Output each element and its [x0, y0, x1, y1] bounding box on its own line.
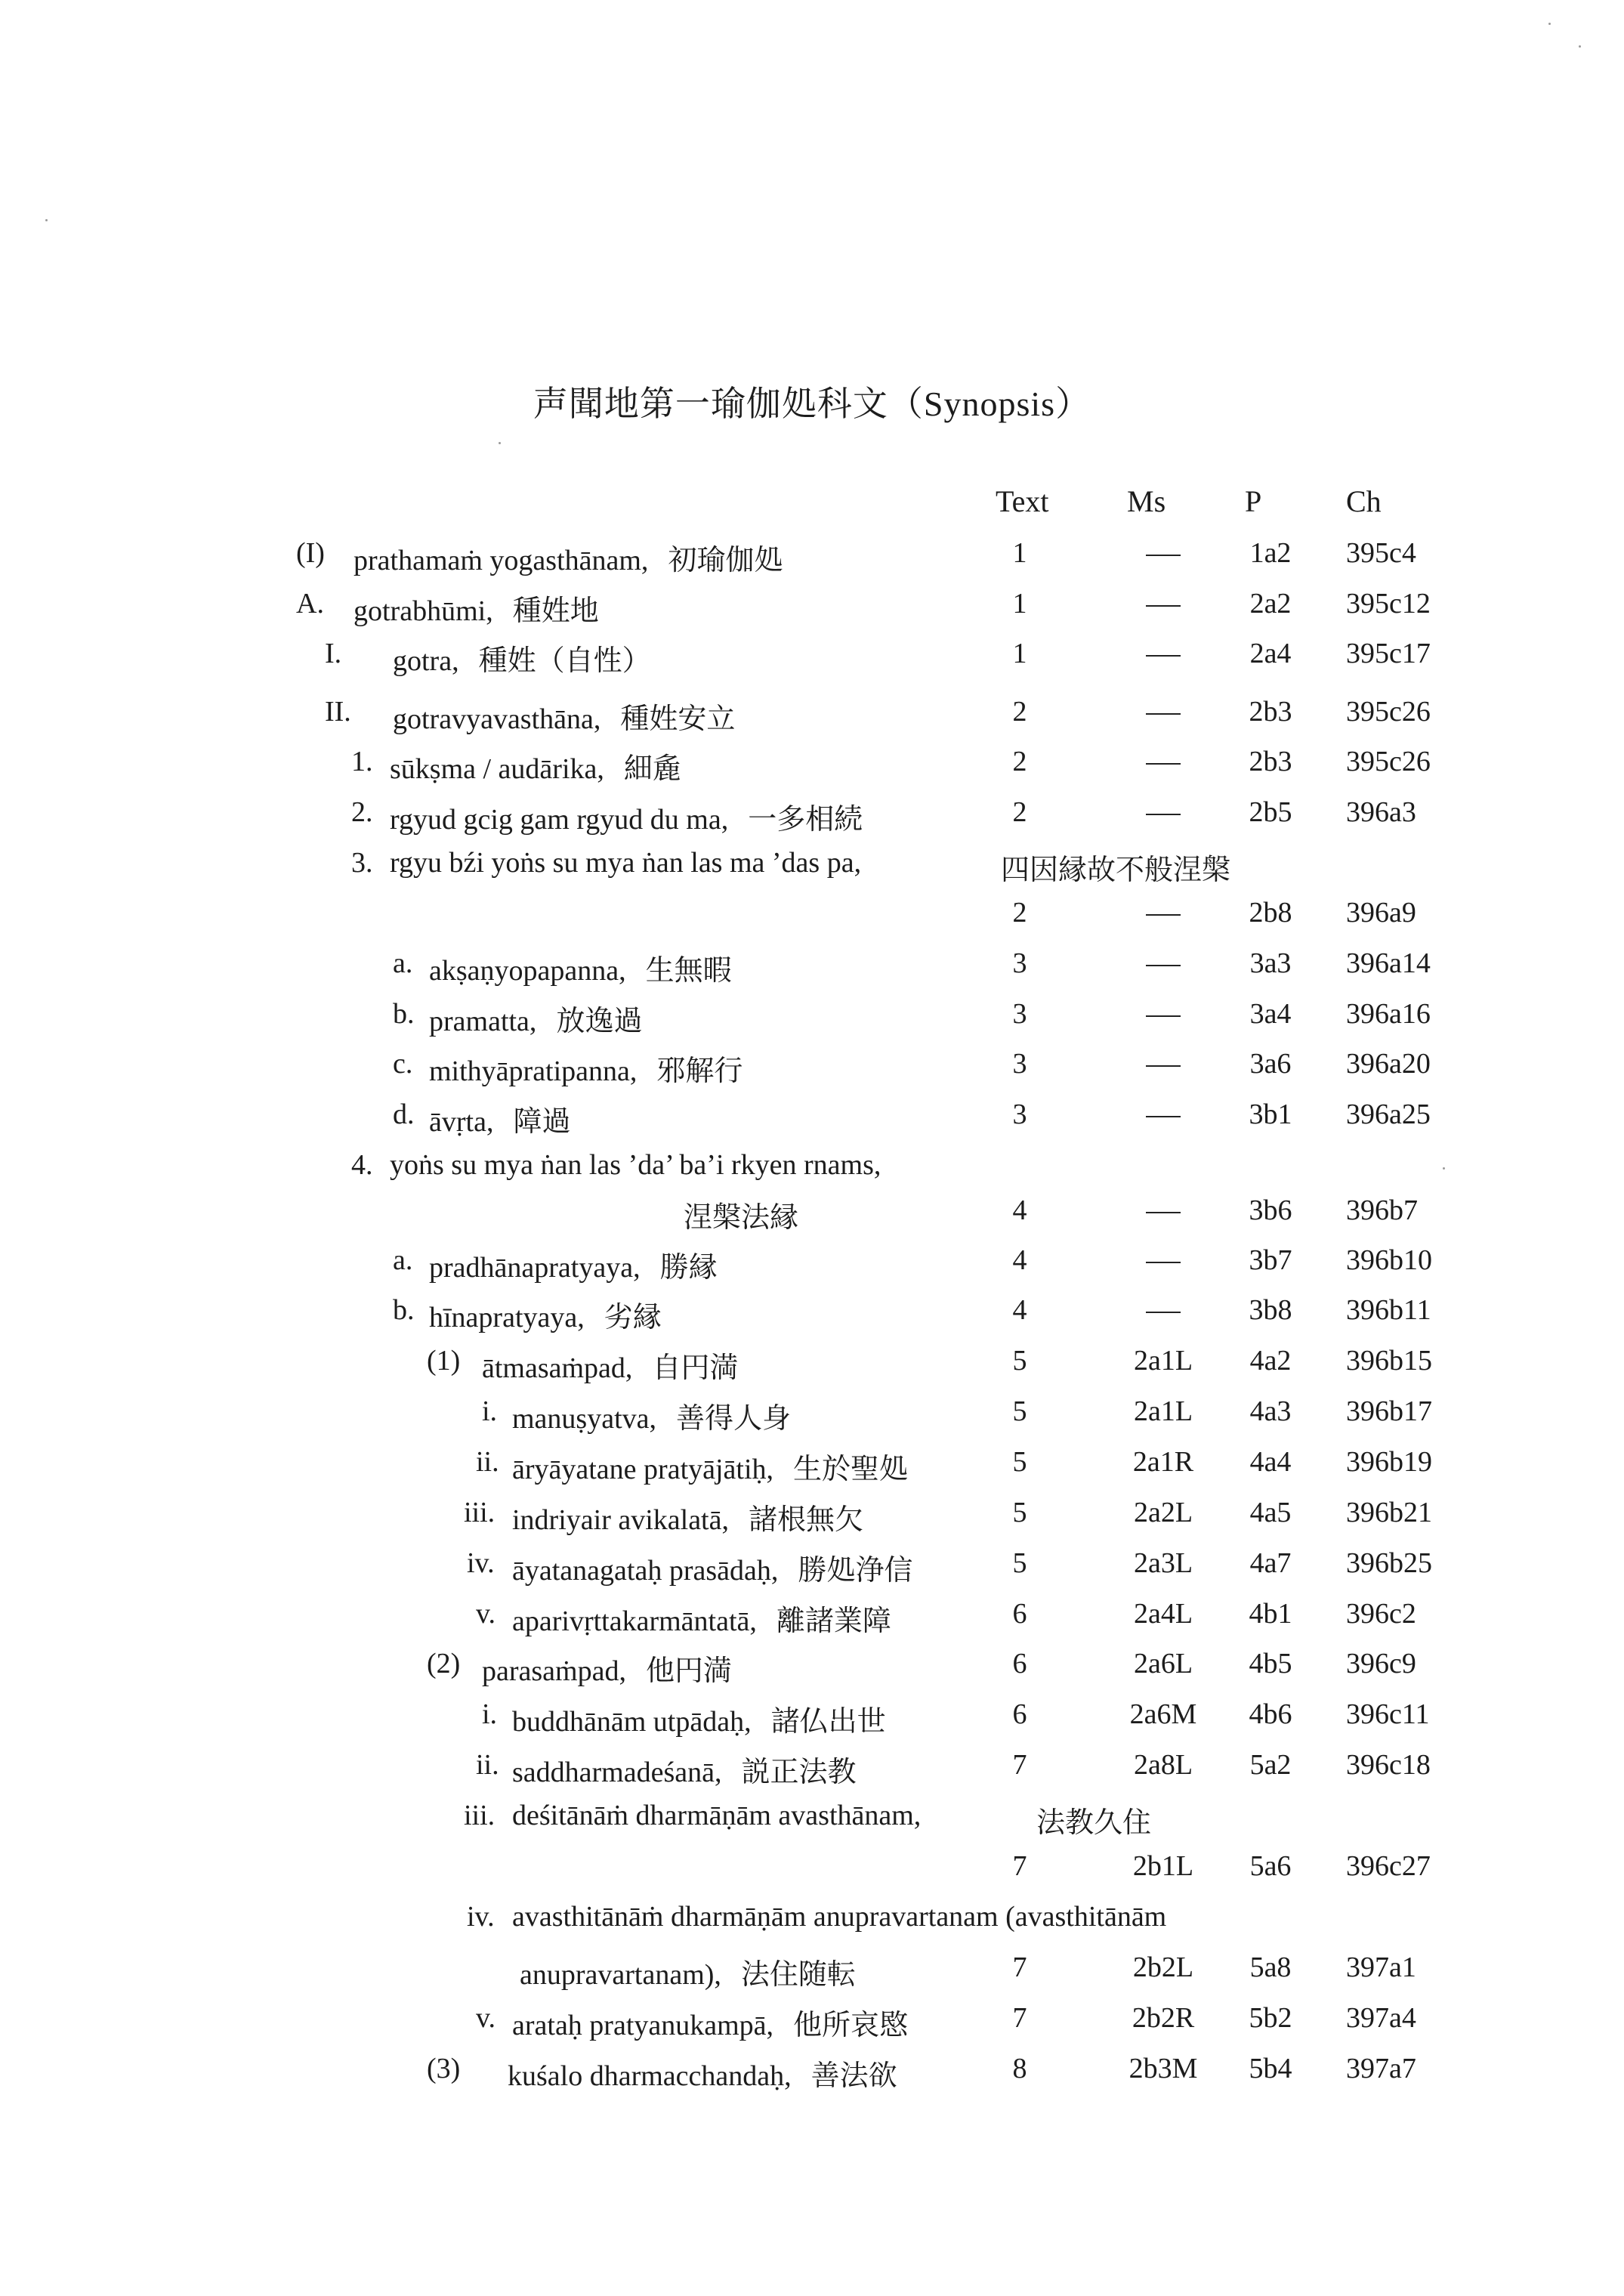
p-ref: 5a8: [1249, 1951, 1292, 1983]
japanese-term: 一多相続: [748, 804, 863, 836]
synopsis-row: [0, 997, 1624, 1043]
ms-ref: 2a6M: [1129, 1698, 1197, 1730]
outline-label: I.: [325, 638, 342, 669]
synopsis-row: [0, 1496, 1624, 1541]
p-ref: 4a4: [1249, 1446, 1292, 1478]
p-ref: 3a4: [1249, 998, 1292, 1030]
ch-ref: 396c9: [1346, 1648, 1416, 1680]
text-page: 4: [1012, 1294, 1027, 1326]
ms-none-dash: [1110, 796, 1216, 829]
text-page: 4: [1012, 1244, 1027, 1276]
ch-ref: 395c17: [1346, 638, 1431, 669]
sanskrit-term: anupravartanam), 法住随転: [520, 1959, 856, 1991]
column-header-text: Text: [996, 484, 1049, 518]
p-ref: 3b7: [1249, 1244, 1292, 1276]
p-ref: 4b1: [1249, 1598, 1292, 1630]
ch-ref: 397a4: [1346, 2002, 1416, 2034]
ms-ref: 2a4L: [1133, 1598, 1193, 1630]
sanskrit-term: prathamaṁ yogasthānam, 初瑜伽処: [354, 545, 783, 576]
column-header-p: P: [1245, 484, 1262, 518]
synopsis-row: [0, 796, 1624, 841]
p-ref: 3b1: [1249, 1099, 1292, 1130]
outline-label: iv.: [467, 1547, 495, 1579]
sanskrit-term: āyatanagataḥ prasādaḥ, 勝処浄信: [512, 1555, 913, 1587]
synopsis-row: [0, 1900, 1624, 1945]
ch-ref: 397a1: [1346, 1951, 1416, 1983]
ms-ref: 2b2L: [1132, 1951, 1194, 1983]
outline-label: 3.: [351, 847, 373, 879]
synopsis-row: [0, 1647, 1624, 1692]
sanskrit-term: rgyud gcig gam rgyud du ma, 一多相続: [390, 804, 863, 836]
japanese-term: 他所哀愍: [793, 2010, 909, 2041]
scan-speck: [1548, 23, 1551, 25]
text-page: 6: [1012, 1698, 1027, 1730]
synopsis-row: [0, 695, 1624, 740]
dash-mark: [1146, 1212, 1181, 1213]
sanskrit-term: kuśalo dharmacchandaḥ, 善法欲: [508, 2060, 897, 2092]
synopsis-row: [0, 1395, 1624, 1440]
ms-ref: 2a1R: [1132, 1446, 1194, 1478]
japanese-term: 邪解行: [656, 1055, 743, 1087]
p-ref: 4a2: [1249, 1345, 1292, 1377]
text-page: 5: [1012, 1497, 1027, 1528]
text-page: 5: [1012, 1395, 1027, 1427]
outline-label: iii.: [464, 1800, 496, 1831]
ms-ref: 2b2R: [1132, 2002, 1195, 2034]
synopsis-row: [0, 1194, 1624, 1239]
sanskrit-term: sūkṣma / audārika, 細麁: [390, 753, 681, 785]
ms-none-dash: [1110, 745, 1216, 778]
sanskrit-term: rgyu bźi yoṅs su mya ṅan las ma ’das pa,: [390, 847, 862, 879]
japanese-term: 四因縁故不般涅槃: [1001, 854, 1231, 886]
p-ref: 2a2: [1249, 588, 1292, 620]
page-title: 声聞地第一瑜伽処科文（Synopsis）: [533, 385, 1091, 423]
synopsis-row: [0, 1244, 1624, 1289]
outline-label: b.: [393, 998, 415, 1030]
p-ref: 3b6: [1249, 1194, 1292, 1226]
text-page: 1: [1012, 537, 1027, 569]
synopsis-row: [0, 1445, 1624, 1491]
ch-ref: 395c26: [1346, 696, 1431, 728]
outline-label: (I): [296, 537, 325, 569]
p-ref: 2b3: [1249, 746, 1292, 777]
japanese-term: 勝縁: [659, 1252, 718, 1284]
ch-ref: 396c27: [1346, 1850, 1431, 1882]
japanese-term: 生於聖処: [793, 1454, 909, 1485]
synopsis-row: [0, 587, 1624, 632]
synopsis-row: [0, 1293, 1624, 1339]
ms-none-dash: [1110, 947, 1216, 980]
japanese-term: 細麁: [623, 753, 681, 785]
sanskrit-term: manuṣyatva, 善得人身: [512, 1403, 792, 1435]
synopsis-row: [0, 2001, 1624, 2047]
dash-mark: [1146, 965, 1181, 966]
text-page: 5: [1012, 1345, 1027, 1377]
ch-ref: 396b7: [1346, 1194, 1418, 1226]
ms-none-dash: [1110, 536, 1216, 570]
sanskrit-term: akṣaṇyopapanna, 生無暇: [429, 955, 732, 987]
outline-label: i.: [482, 1698, 498, 1730]
dash-mark: [1146, 655, 1181, 657]
synopsis-row: [0, 536, 1624, 582]
p-ref: 5a6: [1249, 1850, 1292, 1882]
text-page: 2: [1012, 897, 1027, 929]
p-ref: 4a7: [1249, 1547, 1292, 1579]
outline-label: i.: [482, 1395, 498, 1427]
sanskrit-term: buddhānām utpādaḥ, 諸仏出世: [512, 1706, 886, 1738]
p-ref: 2b8: [1249, 897, 1292, 929]
p-ref: 4a5: [1249, 1497, 1292, 1528]
outline-label: (1): [427, 1345, 461, 1377]
text-page: 1: [1012, 638, 1027, 669]
scan-speck: [499, 442, 501, 444]
p-ref: 2a4: [1249, 638, 1292, 669]
synopsis-row: [0, 1597, 1624, 1642]
synopsis-row: [0, 1148, 1624, 1194]
japanese-term: 初瑜伽処: [668, 545, 783, 576]
ch-ref: 397a7: [1346, 2053, 1416, 2084]
outline-label: A.: [296, 588, 324, 620]
sanskrit-term: yoṅs su mya ṅan las ’da’ ba’i rkyen rnams,: [390, 1149, 881, 1181]
ch-ref: 396c18: [1346, 1749, 1431, 1781]
synopsis-row: [0, 1748, 1624, 1794]
scan-speck: [1579, 45, 1581, 48]
sanskrit-term: pramatta, 放逸過: [429, 1006, 643, 1037]
text-page: 5: [1012, 1547, 1027, 1579]
sanskrit-term: gotravyavasthāna, 種姓安立: [393, 703, 736, 735]
dash-mark: [1146, 1065, 1181, 1067]
sanskrit-term: gotrabhūmi, 種姓地: [354, 595, 599, 627]
outline-label: v.: [476, 2002, 496, 2034]
synopsis-row: [0, 1799, 1624, 1844]
japanese-term: 善法欲: [810, 2060, 897, 2092]
japanese-term: 涅槃法縁: [684, 1202, 799, 1234]
synopsis-row: [0, 745, 1624, 790]
ms-none-dash: [1110, 1194, 1216, 1227]
sanskrit-term: saddharmadeśanā, 説正法教: [512, 1757, 857, 1788]
text-page: 7: [1012, 1749, 1027, 1781]
p-ref: 2b5: [1249, 796, 1292, 828]
japanese-term: 善得人身: [676, 1403, 792, 1435]
sanskrit-term: āvṛta, 障過: [429, 1106, 571, 1138]
ms-none-dash: [1110, 1293, 1216, 1327]
column-header-ms: Ms: [1127, 484, 1166, 518]
japanese-term: 自円満: [652, 1352, 739, 1384]
synopsis-row: [0, 1698, 1624, 1743]
synopsis-row: [0, 846, 1624, 892]
japanese-term: 放逸過: [556, 1006, 643, 1037]
dash-mark: [1146, 914, 1181, 916]
ch-ref: 395c26: [1346, 746, 1431, 777]
outline-label: ii.: [476, 1749, 499, 1781]
sanskrit-term: aparivṛttakarmāntatā, 離諸業障: [512, 1605, 891, 1637]
synopsis-row: [0, 1951, 1624, 1996]
ms-none-dash: [1110, 1244, 1216, 1277]
dash-mark: [1146, 713, 1181, 715]
ch-ref: 396a16: [1346, 998, 1431, 1030]
synopsis-row: [0, 1047, 1624, 1092]
synopsis-row: [0, 637, 1624, 682]
ms-none-dash: [1110, 637, 1216, 670]
p-ref: 3b8: [1249, 1294, 1292, 1326]
dash-mark: [1146, 605, 1181, 607]
outline-label: 1.: [351, 746, 373, 777]
text-page: 3: [1012, 1048, 1027, 1080]
japanese-term: 法教久住: [1036, 1807, 1152, 1839]
japanese-term: 種姓地: [512, 595, 599, 627]
text-page: 7: [1012, 2002, 1027, 2034]
japanese-term: 他円満: [645, 1655, 732, 1687]
ch-ref: 396a14: [1346, 947, 1431, 979]
outline-label: v.: [476, 1598, 496, 1630]
ch-ref: 396b21: [1346, 1497, 1432, 1528]
ms-ref: 2a1L: [1133, 1395, 1193, 1427]
outline-label: ii.: [476, 1446, 499, 1478]
outline-label: c.: [393, 1048, 413, 1080]
ch-ref: 396a20: [1346, 1048, 1431, 1080]
ch-ref: 396b25: [1346, 1547, 1432, 1579]
ms-ref: 2a6L: [1133, 1648, 1193, 1680]
japanese-term: 障過: [513, 1106, 571, 1138]
synopsis-row: [0, 1344, 1624, 1389]
outline-label: a.: [393, 947, 413, 979]
ms-ref: 2b1L: [1132, 1850, 1194, 1882]
ch-ref: 396c2: [1346, 1598, 1416, 1630]
synopsis-row: [0, 1849, 1624, 1895]
outline-label: d.: [393, 1099, 415, 1130]
scan-speck: [45, 219, 48, 221]
ch-ref: 396b19: [1346, 1446, 1432, 1478]
japanese-term: 勝処浄信: [798, 1555, 913, 1587]
sanskrit-term: parasaṁpad, 他円満: [482, 1655, 732, 1687]
text-page: 2: [1012, 796, 1027, 828]
dash-mark: [1146, 1262, 1181, 1263]
text-page: 6: [1012, 1598, 1027, 1630]
japanese-term: 諸仏出世: [770, 1706, 886, 1738]
ms-ref: 2a3L: [1133, 1547, 1193, 1579]
ch-ref: 395c12: [1346, 588, 1431, 620]
japanese-term: 種姓（自性）: [478, 645, 651, 677]
ms-ref: 2a2L: [1133, 1497, 1193, 1528]
p-ref: 5b2: [1249, 2002, 1292, 2034]
dash-mark: [1146, 1015, 1181, 1017]
ms-none-dash: [1110, 997, 1216, 1031]
sanskrit-term: āryāyatane pratyājātiḥ, 生於聖処: [512, 1454, 909, 1485]
sanskrit-term: pradhānapratyaya, 勝縁: [429, 1252, 718, 1284]
ch-ref: 396b15: [1346, 1345, 1432, 1377]
p-ref: 4a3: [1249, 1395, 1292, 1427]
ms-ref: 2b3M: [1128, 2053, 1198, 2084]
dash-mark: [1146, 555, 1181, 556]
dash-mark: [1146, 763, 1181, 765]
text-page: 2: [1012, 746, 1027, 777]
ms-none-dash: [1110, 1047, 1216, 1080]
text-page: 8: [1012, 2053, 1027, 2084]
sanskrit-term: ātmasaṁpad, 自円満: [482, 1352, 739, 1384]
japanese-term: 生無暇: [645, 955, 732, 987]
sanskrit-term: indriyair avikalatā, 諸根無欠: [512, 1504, 864, 1536]
japanese-term: 説正法教: [741, 1757, 857, 1788]
japanese-term: 劣縁: [604, 1302, 662, 1333]
dash-mark: [1146, 1312, 1181, 1313]
ch-ref: 396a9: [1346, 897, 1416, 929]
synopsis-row: [0, 2052, 1624, 2097]
ch-ref: 396a3: [1346, 796, 1416, 828]
p-ref: 5a2: [1249, 1749, 1292, 1781]
text-page: 3: [1012, 1099, 1027, 1130]
ch-ref: 396b10: [1346, 1244, 1432, 1276]
ms-none-dash: [1110, 1098, 1216, 1131]
text-page: 7: [1012, 1850, 1027, 1882]
ch-ref: 396a25: [1346, 1099, 1431, 1130]
text-page: 6: [1012, 1648, 1027, 1680]
sanskrit-term: arataḥ pratyanukampā, 他所哀愍: [512, 2010, 909, 2041]
p-ref: 4b5: [1249, 1648, 1292, 1680]
outline-label: II.: [325, 696, 351, 728]
outline-label: iv.: [467, 1901, 495, 1933]
ms-ref: 2a1L: [1133, 1345, 1193, 1377]
text-page: 7: [1012, 1951, 1027, 1983]
synopsis-row: [0, 896, 1624, 941]
p-ref: 3a6: [1249, 1048, 1292, 1080]
scan-speck: [1443, 1167, 1445, 1170]
p-ref: 5b4: [1249, 2053, 1292, 2084]
text-page: 1: [1012, 588, 1027, 620]
outline-label: (3): [427, 2053, 461, 2084]
outline-label: 2.: [351, 796, 373, 828]
ms-none-dash: [1110, 695, 1216, 728]
japanese-term: 離諸業障: [776, 1605, 891, 1637]
text-page: 2: [1012, 696, 1027, 728]
outline-label: (2): [427, 1648, 461, 1680]
text-page: 3: [1012, 998, 1027, 1030]
sanskrit-term: gotra, 種姓（自性）: [393, 645, 651, 677]
synopsis-row: [0, 1098, 1624, 1143]
outline-label: b.: [393, 1294, 415, 1326]
text-page: 3: [1012, 947, 1027, 979]
sanskrit-term: mithyāpratipanna, 邪解行: [429, 1055, 743, 1087]
ch-ref: 396b11: [1346, 1294, 1431, 1326]
synopsis-row: [0, 1547, 1624, 1592]
text-page: 5: [1012, 1446, 1027, 1478]
dash-mark: [1146, 1116, 1181, 1117]
p-ref: 1a2: [1249, 537, 1292, 569]
outline-label: iii.: [464, 1497, 496, 1528]
japanese-term: 諸根無欠: [749, 1504, 864, 1536]
p-ref: 2b3: [1249, 696, 1292, 728]
sanskrit-term: deśitānāṁ dharmāṇām avasthānam,: [512, 1800, 922, 1831]
ms-ref: 2a8L: [1133, 1749, 1193, 1781]
ch-ref: 396c11: [1346, 1698, 1430, 1730]
japanese-term: 種姓安立: [620, 703, 736, 735]
ch-ref: 396b17: [1346, 1395, 1432, 1427]
p-ref: 4b6: [1249, 1698, 1292, 1730]
sanskrit-term: avasthitānāṁ dharmāṇām anupravartanam (avasthitānām: [512, 1901, 1167, 1933]
dash-mark: [1146, 814, 1181, 815]
synopsis-row: [0, 947, 1624, 992]
p-ref: 3a3: [1249, 947, 1292, 979]
ms-none-dash: [1110, 587, 1216, 620]
text-page: 4: [1012, 1194, 1027, 1226]
column-header-ch: Ch: [1346, 484, 1382, 518]
outline-label: a.: [393, 1244, 413, 1276]
japanese-term: 法住随転: [740, 1959, 856, 1991]
ch-ref: 395c4: [1346, 537, 1416, 569]
outline-label: 4.: [351, 1149, 373, 1181]
sanskrit-term: hīnapratyaya, 劣縁: [429, 1302, 662, 1333]
ms-none-dash: [1110, 896, 1216, 929]
